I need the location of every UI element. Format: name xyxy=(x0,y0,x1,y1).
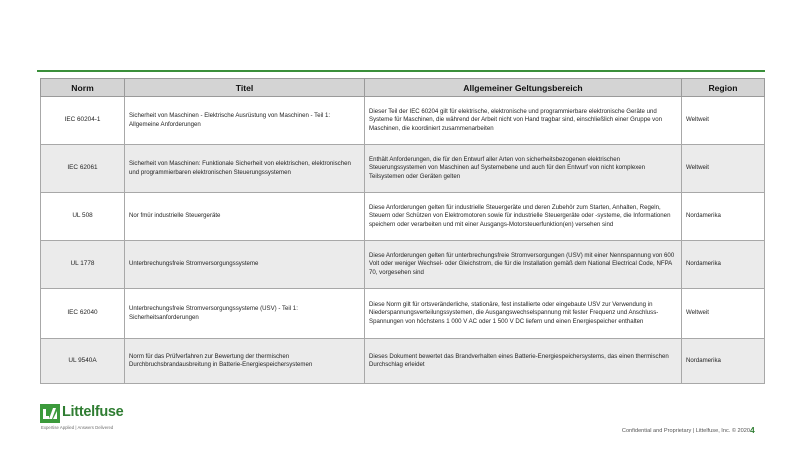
table-row xyxy=(41,339,765,384)
table-row xyxy=(41,145,765,193)
titel-cell: Unterbrechungsfreie Stromversorgungssysteme xyxy=(125,241,365,289)
header-norm: Norm xyxy=(41,79,125,97)
confidential-notice: Confidential and Proprietary | Littelfuse, Inc. © 2020 xyxy=(621,428,750,434)
standards-table xyxy=(40,78,765,384)
table-row xyxy=(41,193,765,241)
region-cell: Nordamerika xyxy=(682,193,765,241)
region-cell: Weltweit xyxy=(682,289,765,339)
norm-cell: UL 9540A xyxy=(41,339,125,384)
norm-cell: UL 508 xyxy=(41,193,125,241)
region-cell: Nordamerika xyxy=(682,339,765,384)
title-divider xyxy=(37,70,765,72)
geltungsbereich-cell: Dieser Teil der IEC 60204 gilt für elektrische, elektronische und programmierbare elektronische Geräte und Systeme für Maschinen, die während der Arbeit nicht von Hand tragbar sind, einschließlich einer Gruppe von Maschinen, die koordiniert zusammenarbeiten xyxy=(365,97,682,145)
table-row xyxy=(41,289,765,339)
region-cell: Nordamerika xyxy=(682,241,765,289)
geltungsbereich-cell: Diese Norm gilt für ortsveränderliche, stationäre, fest installierte oder eingebaute USV zur Verwendung in Niederspannungsverteilungssystemen, die Ausgangswechselspannung mit fester Frequenz und Anschluss-Spannungen von höchstens 1 000 V AC oder 1 500 V DC liefern und einen Energiespeicher enthalten xyxy=(365,289,682,339)
brand-tagline: Expertise Applied | Answers Delivered xyxy=(41,425,114,430)
titel-cell: Nor fmür industrielle Steuergeräte xyxy=(125,193,365,241)
norm-cell: IEC 62040 xyxy=(41,289,125,339)
titel-cell: Unterbrechungsfreie Stromversorgungssysteme (USV) - Teil 1: Sicherheitsanforderungen xyxy=(125,289,365,339)
norm-cell: UL 1778 xyxy=(41,241,125,289)
titel-cell: Norm für das Prüfverfahren zur Bewertung der thermischen Durchbruchsbrandausbreitung in Batterie-Energiespeichersystemen xyxy=(125,339,365,384)
norm-cell: IEC 60204-1 xyxy=(41,97,125,145)
table-row xyxy=(41,97,765,145)
table-row xyxy=(41,241,765,289)
header-titel: Titel xyxy=(125,79,365,97)
geltungsbereich-cell: Dieses Dokument bewertet das Brandverhalten eines Batterie-Energiespeichersystems, das einen thermischen Durchschlag erleidet xyxy=(365,339,682,384)
titel-cell: Sicherheit von Maschinen: Funktionale Sicherheit von elektrischen, elektronischen und programmierbaren elektronischen Steuerungssystemen xyxy=(125,145,365,193)
brand-name: Littelfuse xyxy=(62,404,124,420)
norm-cell: IEC 62061 xyxy=(41,145,125,193)
header-region: Region xyxy=(682,79,765,97)
page-number: 4 xyxy=(750,425,755,435)
region-cell: Weltweit xyxy=(682,145,765,193)
table-header-row xyxy=(41,79,765,97)
littelfuse-logo-icon xyxy=(40,404,60,423)
header-geltungsbereich: Allgemeiner Geltungsbereich xyxy=(365,79,682,97)
geltungsbereich-cell: Enthält Anforderungen, die für den Entwurf aller Arten von sicherheitsbezogenen elektrischen Steuerungssystemen von Maschinen auf Systemebene und auch für den Entwurf von nicht komplexen Teilsystemen oder Geräten gelten xyxy=(365,145,682,193)
littelfuse-logo xyxy=(40,404,180,436)
region-cell: Weltweit xyxy=(682,97,765,145)
geltungsbereich-cell: Diese Anforderungen gelten für industrielle Steuergeräte und deren Zubehör zum Starten, Anhalten, Regeln, Steuern oder Schützen von Elektromotoren sowie für industrielle Steuergeräte oder -systeme, die Informationen speichern oder verarbeiten und mit einer Ausgangs-Motorsteuerfunktion(en) versehen sind xyxy=(365,193,682,241)
geltungsbereich-cell: Diese Anforderungen gelten für unterbrechungsfreie Stromversorgungen (USV) mit einer Nennspannung von 600 Volt oder weniger Wechsel- oder Gleichstrom, die für die Installation gemäß dem National Electrical Code, NFPA 70, vorgesehen sind xyxy=(365,241,682,289)
titel-cell: Sicherheit von Maschinen - Elektrische Ausrüstung von Maschinen - Teil 1: Allgemeine Anforderungen xyxy=(125,97,365,145)
